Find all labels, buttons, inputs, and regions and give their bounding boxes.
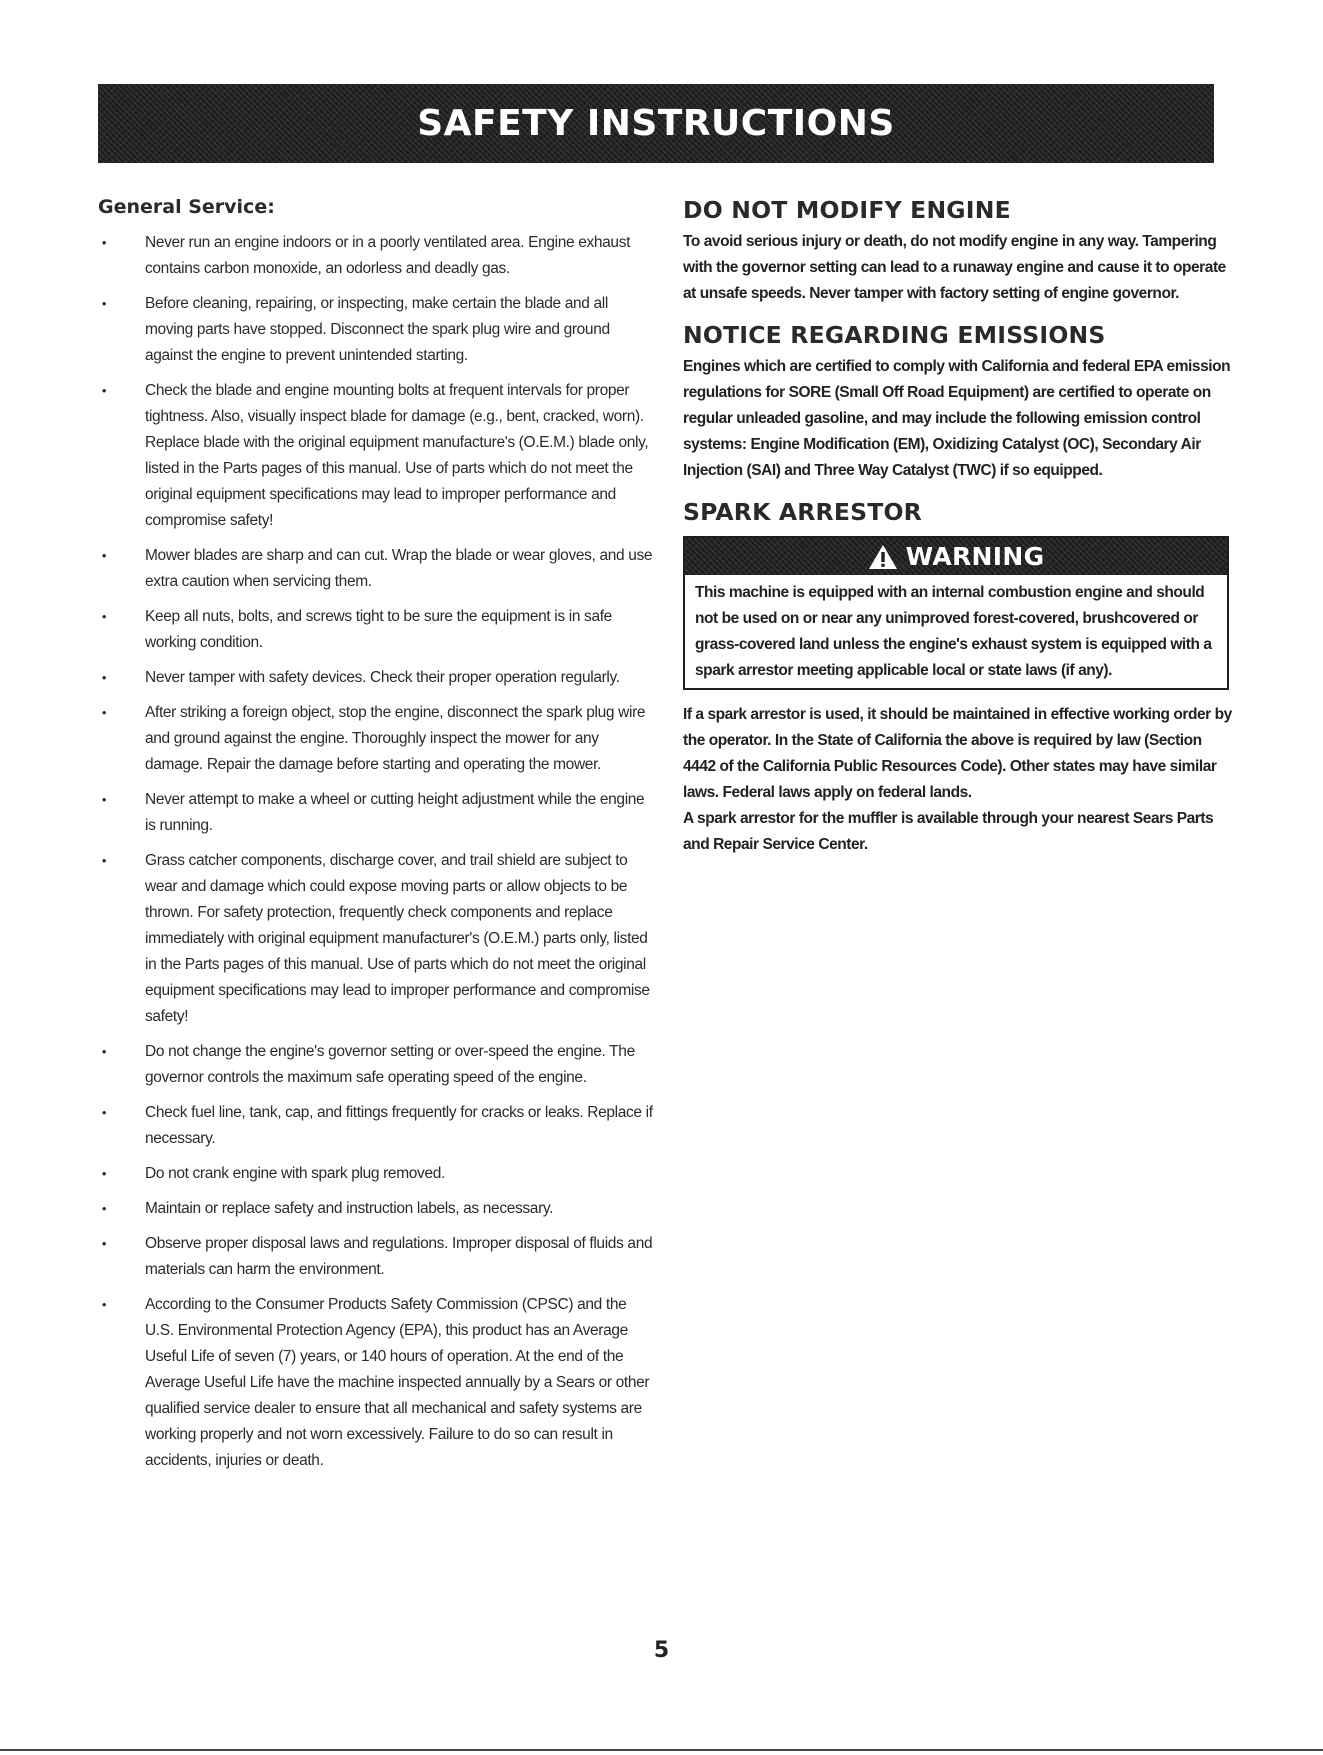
spark-arrestor-paragraph: If a spark arrestor is used, it should be maintained in effective working order by the operator. In the State of California the above is required by law (Section 4442 of the California Public Resources Code). Other states may have similar laws. Federal laws apply on federal lands. [683,706,1232,801]
bullet-icon: • [101,1166,107,1181]
list-item [98,1292,658,1474]
list-item-text: Observe proper disposal laws and regulations. Improper disposal of fluids and materials can harm the environment. [145,1235,653,1278]
list-item [98,1161,658,1187]
general-service-section [98,196,658,1483]
list-item-text: Never tamper with safety devices. Check their proper operation regularly. [145,669,620,686]
bullet-icon: • [101,1201,107,1216]
warning-text: This machine is equipped with an internal combustion engine and should not be used on or near any unimproved forest-covered, brushcovered or grass-covered land unless the engine's exhaust system is equipped with a spark arrestor meeting applicable local or state laws (if any). [695,584,1212,679]
bullet-icon: • [101,705,107,720]
list-item [98,1039,658,1091]
bullet-icon: • [101,235,107,250]
bullet-icon: • [101,670,107,685]
spark-arrestor-availability: A spark arrestor for the muffler is available through your nearest Sears Parts and Repair Service Center. [683,810,1214,853]
list-item [98,787,658,839]
list-item [98,665,658,691]
emissions-heading: NOTICE REGARDING EMISSIONS [683,321,1106,349]
list-item-text: After striking a foreign object, stop the engine, disconnect the spark plug wire and ground against the engine. Thoroughly inspect the mower for any damage. Repair the damage before starting and operating the mower. [145,704,646,773]
right-column [683,196,1233,872]
bullet-icon: • [101,609,107,624]
general-service-list [98,230,658,1474]
bullet-icon: • [101,792,107,807]
bullet-icon: • [101,1105,107,1120]
list-item-text: Never run an engine indoors or in a poorly ventilated area. Engine exhaust contains carbon monoxide, an odorless and deadly gas. [145,234,631,277]
list-item [98,378,658,534]
page-title: SAFETY INSTRUCTIONS [417,103,895,144]
list-item-text: Grass catcher components, discharge cover, and trail shield are subject to wear and damage which could expose moving parts or allow objects to be thrown. For safety protection, frequently check components and replace immediately with original equipment manufacturer's (O.E.M.) parts only, listed in the Parts pages of this manual. Use of parts which do not meet the original equipment specifications may lead to improper performance and compromise safety! [145,852,650,1025]
bullet-icon: • [101,383,107,398]
warning-box [683,536,1229,690]
bullet-icon: • [101,296,107,311]
warning-triangle-icon [868,544,898,570]
emissions-text: Engines which are certified to comply with California and federal EPA emission regulations for SORE (Small Off Road Equipment) are certified to operate on regular unleaded gasoline, and may include the following emission control systems: Engine Modification (EM), Oxidizing Catalyst (OC), Secondary Air Injection (SAI) and Three Way Catalyst (TWC) if so equipped. [683,358,1231,479]
spark-arrestor-heading: SPARK ARRESTOR [683,498,922,526]
page-number: 5 [653,1638,670,1663]
bullet-icon: • [101,1044,107,1059]
bottom-divider [0,1749,1323,1751]
do-not-modify-heading: DO NOT MODIFY ENGINE [683,196,1011,224]
list-item [98,848,658,1030]
bullet-icon: • [101,1236,107,1251]
list-item-text: Maintain or replace safety and instruction labels, as necessary. [145,1200,554,1217]
list-item [98,1100,658,1152]
list-item-text: Before cleaning, repairing, or inspecting, make certain the blade and all moving parts have stopped. Disconnect the spark plug wire and ground against the engine to prevent unintended starting. [145,295,610,364]
list-item-text: Keep all nuts, bolts, and screws tight to be sure the equipment is in safe working condition. [145,608,612,651]
warning-header [685,538,1227,575]
bullet-icon: • [101,853,107,868]
list-item-text: Check fuel line, tank, cap, and fittings frequently for cracks or leaks. Replace if necessary. [145,1104,653,1147]
list-item-text: Never attempt to make a wheel or cutting height adjustment while the engine is running. [145,791,645,834]
list-item-text: Do not change the engine's governor setting or over-speed the engine. The governor controls the maximum safe operating speed of the engine. [145,1043,635,1086]
list-item-text: Check the blade and engine mounting bolts at frequent intervals for proper tightness. Also, visually inspect blade for damage (e.g., bent, cracked, worn). Replace blade with the original equipment manufacture's (O.E.M.) blade only, listed in the Parts pages of this manual. Use of parts which do not meet the original equipment specifications may lead to improper performance and compromise safety! [145,382,649,529]
header-banner [98,84,1214,163]
list-item-text: Mower blades are sharp and can cut. Wrap the blade or wear gloves, and use extra caution when servicing them. [145,547,653,590]
list-item [98,230,658,282]
list-item-text: According to the Consumer Products Safety Commission (CPSC) and the U.S. Environmental Protection Agency (EPA), this product has an Average Useful Life of seven (7) years, or 140 hours of operation. At the end of the Average Useful Life have the machine inspected annually by a Sears or other qualified service dealer to ensure that all mechanical and safety systems are working properly and not worn excessively. Failure to do so can result in accidents, injuries or death. [145,1296,650,1469]
list-item [98,604,658,656]
list-item [98,1231,658,1283]
list-item [98,1196,658,1222]
bullet-icon: • [101,548,107,563]
do-not-modify-text: To avoid serious injury or death, do not modify engine in any way. Tampering with the governor setting can lead to a runaway engine and cause it to operate at unsafe speeds. Never tamper with factory setting of engine governor. [683,233,1226,302]
list-item [98,291,658,369]
list-item [98,700,658,778]
warning-label: WARNING [905,542,1045,571]
bullet-icon: • [101,1297,107,1312]
list-item-text: Do not crank engine with spark plug removed. [145,1165,445,1182]
general-service-heading: General Service: [98,196,275,218]
list-item [98,543,658,595]
